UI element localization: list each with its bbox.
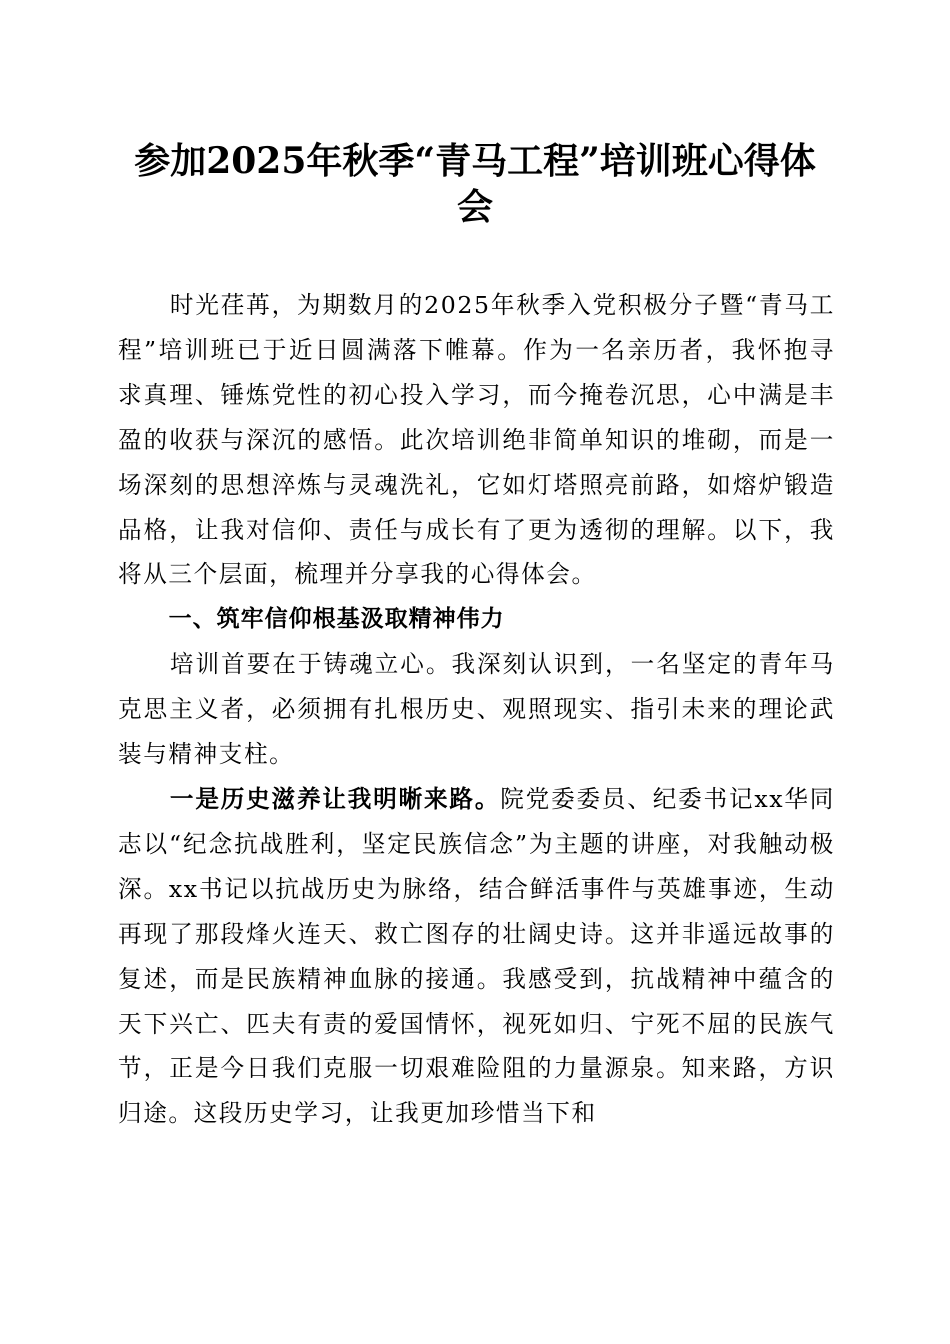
history-paragraph-body: 院党委委员、纪委书记xx华同志以“纪念抗战胜利，坚定民族信念”为主题的讲座，对我触动极深。xx书记以抗战历史为脉络，结合鲜活事件与英雄事迹，生动再现了那段烽火连天、救亡图存的壮阔史诗。这并非遥远故事的复述，而是民族精神血脉的接通。我感受到，抗战精神中蕴含的天下兴亡、匹夫有责的爱国情怀，视死如归、宁死不屈的民族气节，正是今日我们克服一切艰难险阻的力量源泉。知来路，方识归途。这段历史学习，让我更加珍惜当下和 xyxy=(118,784,835,1128)
document-title xyxy=(118,138,832,230)
history-paragraph xyxy=(118,777,835,1136)
title-line-1: 参加2025年秋季“青马工程”培训班心得体 xyxy=(134,140,816,182)
section-heading-1: 一、筑牢信仰根基汲取精神伟力 xyxy=(168,606,505,633)
title-line-2: 会 xyxy=(456,186,493,228)
history-paragraph-lead: 一是历史滋养让我明晰来路。 xyxy=(169,784,501,813)
section-1-paragraph: 培训首要在于铸魂立心。我深刻认识到，一名坚定的青年马克思主义者，必须拥有扎根历史、观照现实、指引未来的理论武装与精神支柱。 xyxy=(118,650,835,769)
document-body xyxy=(118,283,835,1136)
intro-paragraph: 时光荏苒，为期数月的2025年秋季入党积极分子暨“青马工程”培训班已于近日圆满落下帷幕。作为一名亲历者，我怀抱寻求真理、锤炼党性的初心投入学习，而今掩卷沉思，心中满是丰盈的收获与深沉的感悟。此次培训绝非简单知识的堆砌，而是一场深刻的思想淬炼与灵魂洗礼，它如灯塔照亮前路，如熔炉锻造品格，让我对信仰、责任与成长有了更为透彻的理解。以下，我将从三个层面，梳理并分享我的心得体会。 xyxy=(118,291,835,589)
